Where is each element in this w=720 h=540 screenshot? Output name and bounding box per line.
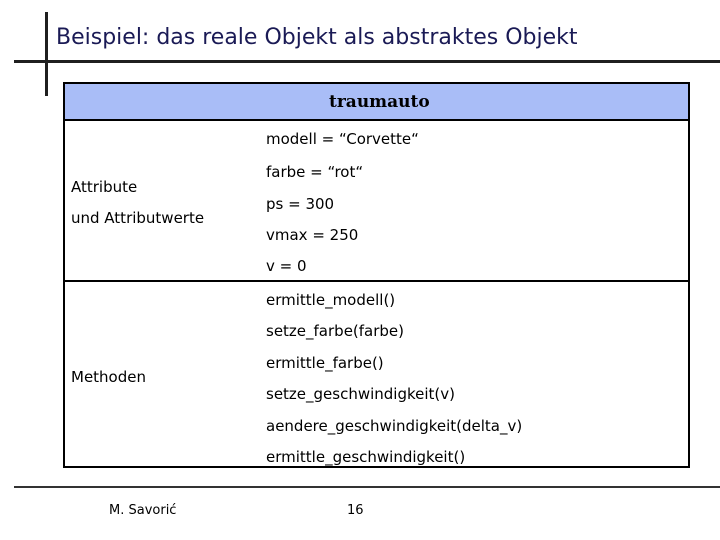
decor-horizontal-line bbox=[14, 60, 720, 63]
class-name-header bbox=[65, 84, 688, 121]
section-divider bbox=[65, 280, 688, 282]
attributes-label-values: und Attributwerte bbox=[71, 209, 205, 227]
attribute-line: modell = “Corvette“ bbox=[266, 130, 419, 148]
method-line: setze_geschwindigkeit(v) bbox=[266, 385, 456, 403]
method-line: setze_farbe(farbe) bbox=[266, 322, 405, 340]
method-line: aendere_geschwindigkeit(delta_v) bbox=[266, 417, 523, 435]
decor-vertical-line bbox=[45, 12, 48, 96]
attributes-label: Attribute bbox=[71, 178, 138, 196]
attribute-line: farbe = “rot“ bbox=[266, 163, 364, 181]
attribute-line: vmax = 250 bbox=[266, 226, 359, 244]
method-line: ermittle_farbe() bbox=[266, 354, 384, 372]
slide-title: Beispiel: das reale Objekt als abstraktes Objekt bbox=[56, 25, 578, 50]
attribute-line: ps = 300 bbox=[266, 195, 335, 213]
methods-label: Methoden bbox=[71, 368, 146, 386]
method-line: ermittle_geschwindigkeit() bbox=[266, 448, 466, 466]
footer-divider bbox=[14, 486, 720, 488]
footer-author: M. Savorić bbox=[109, 503, 177, 518]
method-line: ermittle_modell() bbox=[266, 291, 396, 309]
page-number: 16 bbox=[347, 503, 364, 518]
attribute-line: v = 0 bbox=[266, 257, 307, 275]
uml-class-box bbox=[63, 82, 690, 468]
class-name: traumauto bbox=[329, 92, 430, 112]
